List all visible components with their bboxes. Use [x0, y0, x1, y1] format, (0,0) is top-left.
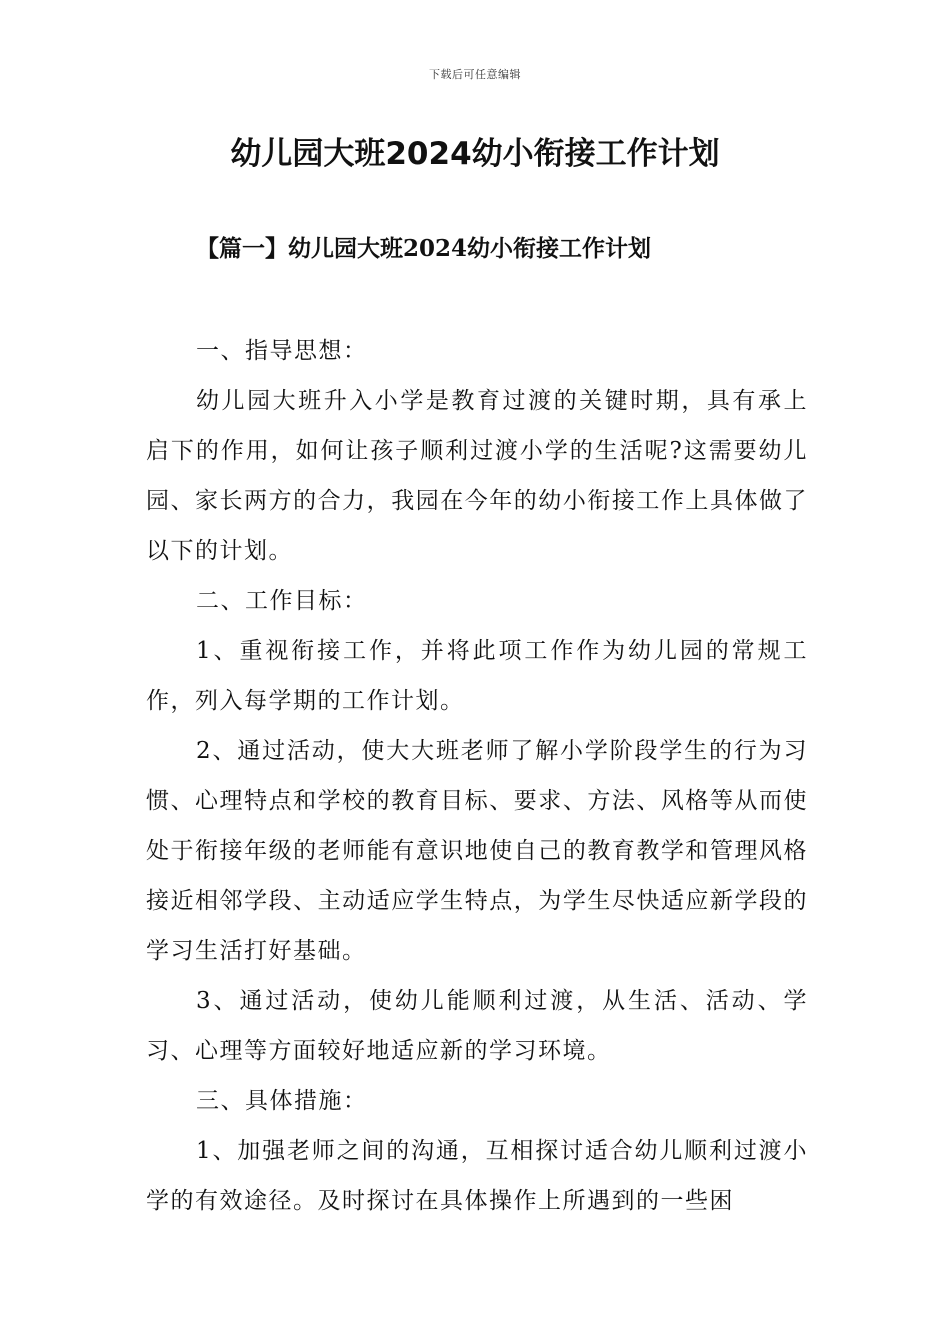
heading-guiding-ideology: 一、指导思想：	[196, 338, 368, 364]
document-body	[146, 326, 808, 1226]
paragraph-goal-2: 2、通过活动，使大大班老师了解小学阶段学生的行为习惯、心理特点和学校的教育目标、要求、方法、风格等从而使处于衔接年级的老师能有意识地使自己的教育教学和管理风格接近相邻学段、主动适应学生特点，为学生尽快适应新学段的学习生活打好基础。	[146, 738, 808, 964]
heading-work-goals: 二、工作目标：	[196, 588, 368, 614]
document-title: 幼儿园大班2024幼小衔接工作计划	[230, 136, 720, 172]
heading-measures: 三、具体措施：	[196, 1088, 368, 1114]
section-title: 【篇一】幼儿园大班2024幼小衔接工作计划	[196, 235, 652, 262]
header-note: 下载后可任意编辑	[429, 68, 521, 81]
paragraph-goal-1: 1、重视衔接工作，并将此项工作作为幼儿园的常规工作，列入每学期的工作计划。	[146, 638, 808, 714]
paragraph-measure-1: 1、加强老师之间的沟通，互相探讨适合幼儿顺利过渡小学的有效途径。及时探讨在具体操作上所遇到的一些困	[146, 1138, 808, 1214]
paragraph-intro: 幼儿园大班升入小学是教育过渡的关键时期，具有承上启下的作用，如何让孩子顺利过渡小学的生活呢?这需要幼儿园、家长两方的合力，我园在今年的幼小衔接工作上具体做了以下的计划。	[146, 388, 808, 564]
paragraph-goal-3: 3、通过活动，使幼儿能顺利过渡，从生活、活动、学习、心理等方面较好地适应新的学习环境。	[146, 988, 808, 1064]
